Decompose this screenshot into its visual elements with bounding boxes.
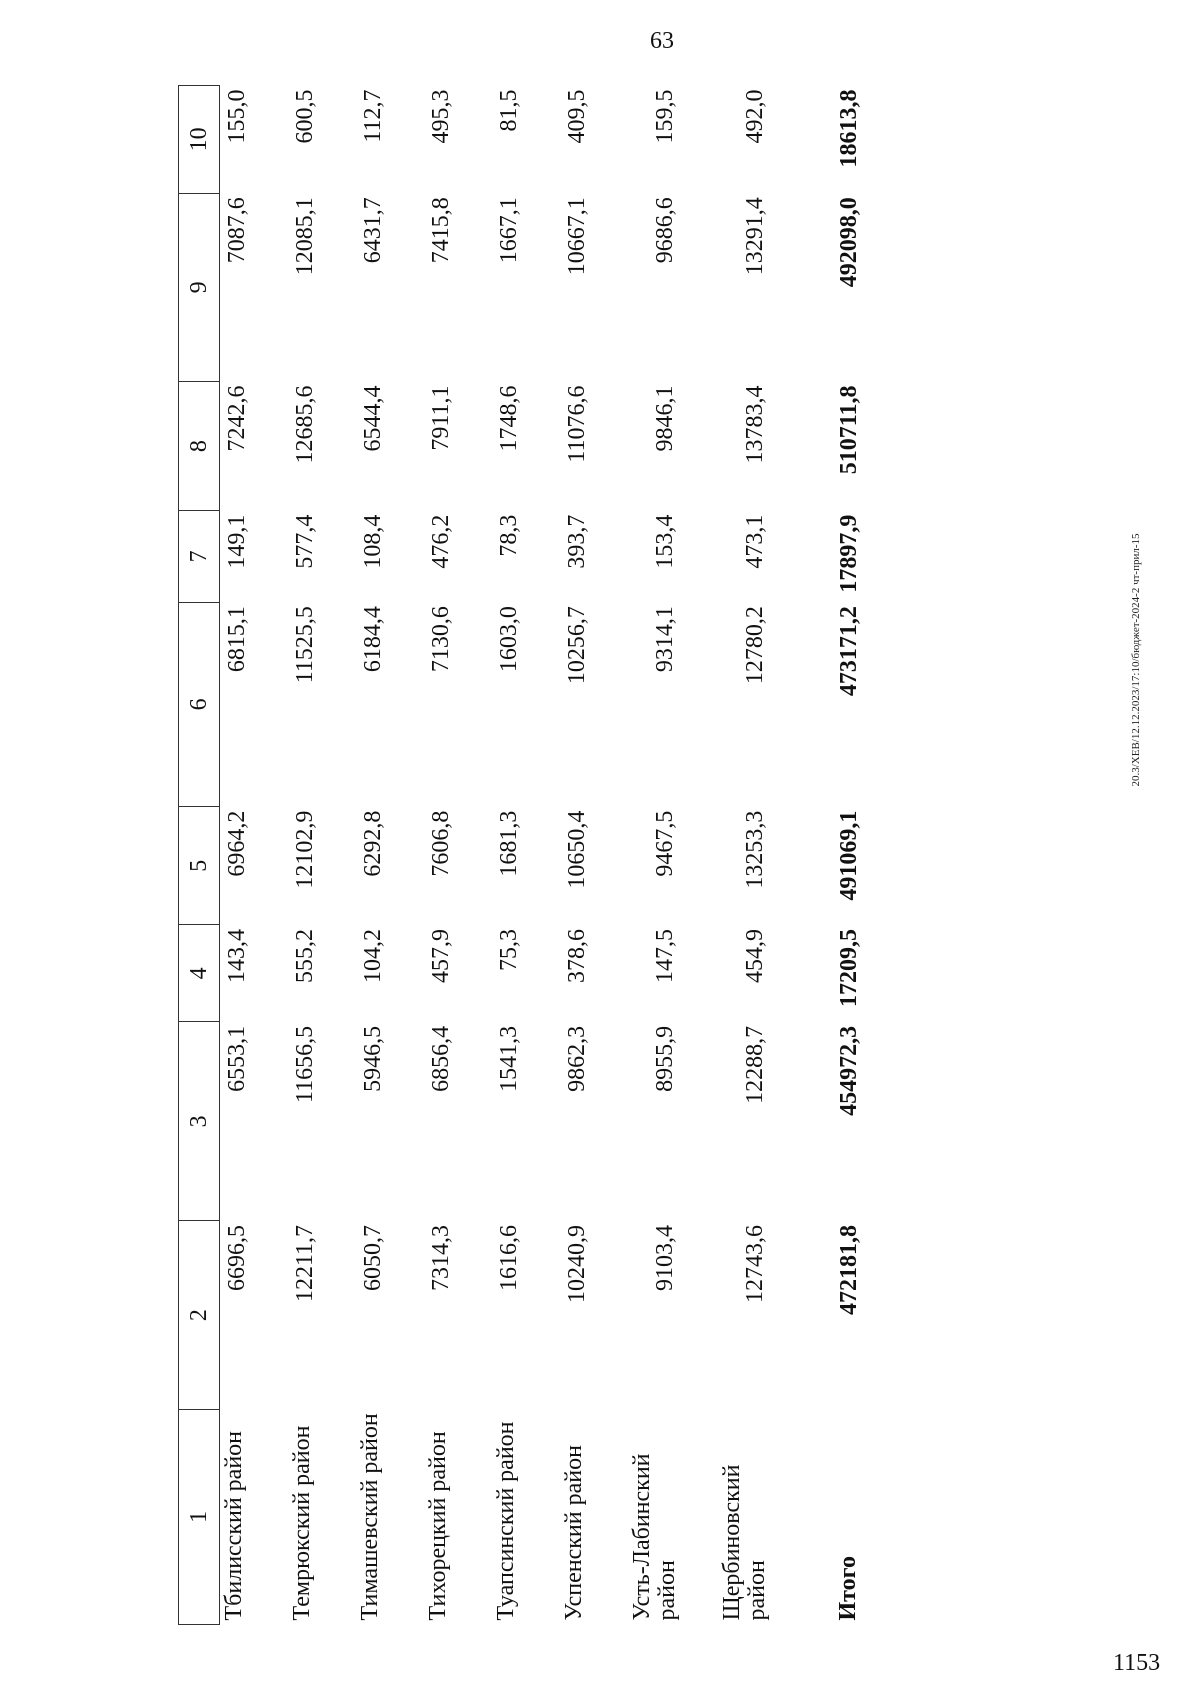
table-cell: 13253,3	[741, 810, 768, 889]
table-cell: 9686,6	[651, 197, 678, 264]
column-header: 1	[179, 1409, 220, 1624]
total-row	[808, 86, 888, 1625]
table-row	[356, 86, 424, 1625]
table-row	[492, 86, 560, 1625]
table-cell: 6553,1	[224, 1025, 250, 1092]
total-cell: 510711,8	[835, 385, 862, 475]
total-cell: 492098,0	[835, 197, 862, 288]
table-cell: 12780,2	[741, 606, 768, 685]
table-cell: 12743,6	[741, 1224, 768, 1303]
table-cell: 12288,7	[741, 1025, 768, 1104]
table-cell: 11525,5	[291, 606, 318, 684]
table-cell: 9862,3	[563, 1025, 590, 1092]
table-cell: 454,9	[741, 928, 768, 983]
table-row	[560, 86, 628, 1625]
table-cell: 12211,7	[291, 1224, 318, 1303]
table-cell: 7606,8	[427, 810, 454, 877]
table-cell: 1616,6	[495, 1224, 522, 1291]
table-cell: 8955,9	[651, 1025, 678, 1092]
district-name: Темрюкский район	[288, 1425, 315, 1621]
table-cell: 457,9	[427, 928, 454, 983]
table-cell: 10650,4	[563, 810, 590, 889]
table-row	[220, 86, 288, 1625]
table-cell: 159,5	[651, 89, 678, 144]
column-header: 7	[179, 511, 220, 602]
table-cell: 7415,8	[427, 197, 454, 264]
column-header: 3	[179, 1022, 220, 1221]
table-cell: 1681,3	[495, 810, 522, 877]
table-cell: 409,5	[563, 89, 590, 144]
table-cell: 11656,5	[291, 1025, 318, 1103]
table-cell: 577,4	[291, 514, 318, 569]
table-cell: 9103,4	[651, 1224, 678, 1291]
table-cell: 6050,7	[359, 1224, 386, 1291]
table-cell: 473,1	[741, 514, 768, 569]
table-cell: 492,0	[741, 89, 768, 144]
table-cell: 6696,5	[224, 1224, 250, 1291]
table-cell: 153,4	[651, 514, 678, 569]
total-cell: 491069,1	[835, 810, 862, 901]
table-cell: 10667,1	[563, 197, 590, 276]
table-cell: 1541,3	[495, 1025, 522, 1092]
total-cell: 473171,2	[835, 606, 862, 697]
table-cell: 9846,1	[651, 385, 678, 452]
table-cell: 600,5	[291, 89, 318, 144]
table-cell: 9314,1	[651, 606, 678, 673]
table-cell: 6184,4	[359, 606, 386, 673]
table-cell: 10240,9	[563, 1224, 590, 1303]
table-cell: 108,4	[359, 514, 386, 569]
table-cell: 11076,6	[563, 385, 590, 463]
table-cell: 7130,6	[427, 606, 454, 673]
column-header: 9	[179, 193, 220, 381]
table-cell: 6292,8	[359, 810, 386, 877]
table-cell: 378,6	[563, 928, 590, 983]
district-name: Щербиновский район	[718, 1464, 770, 1621]
table-cell: 393,7	[563, 514, 590, 569]
table-cell: 147,5	[651, 928, 678, 983]
district-name: Усть-Лабинский район	[628, 1453, 680, 1621]
table-cell: 6964,2	[224, 810, 250, 877]
column-header: 2	[179, 1221, 220, 1409]
table-cell: 7314,3	[427, 1224, 454, 1291]
table-cell: 155,0	[224, 89, 250, 144]
column-header: 6	[179, 602, 220, 806]
table-cell: 7242,6	[224, 385, 250, 452]
column-header: 10	[179, 86, 220, 194]
table-cell: 6431,7	[359, 197, 386, 264]
document-side-code: 20.3/XEB/12.12.2023/17:10/бюджет-2024-2 чт-прил-15	[1130, 533, 1142, 787]
table-cell: 112,7	[359, 89, 386, 143]
table-cell: 1667,1	[495, 197, 522, 264]
district-name: Успенский район	[560, 1445, 587, 1621]
column-header: 8	[179, 382, 220, 511]
district-name: Тихорецкий район	[424, 1431, 451, 1621]
table-cell: 75,3	[495, 928, 522, 971]
table-cell: 12085,1	[291, 197, 318, 276]
table-cell: 12102,9	[291, 810, 318, 889]
table-row	[628, 86, 718, 1625]
table-cell: 6815,1	[224, 606, 250, 673]
table-cell: 13291,4	[741, 197, 768, 276]
table-cell: 7911,1	[427, 385, 454, 451]
total-cell: 17897,9	[835, 514, 862, 593]
header-row	[179, 86, 220, 1625]
table-cell: 9467,5	[651, 810, 678, 877]
district-name: Тбилисский район	[221, 1430, 247, 1621]
page-number: 63	[650, 28, 674, 54]
table-cell: 7087,6	[224, 197, 250, 264]
table-row	[718, 86, 808, 1625]
folio-number: 1153	[1113, 1650, 1161, 1676]
total-cell: 454972,3	[835, 1025, 862, 1116]
budget-table-container	[178, 85, 862, 1625]
table-cell: 78,3	[495, 514, 522, 557]
table-cell: 495,3	[427, 89, 454, 144]
table-cell: 6544,4	[359, 385, 386, 452]
table-row	[424, 86, 492, 1625]
table-cell: 1603,0	[495, 606, 522, 673]
table-cell: 6856,4	[427, 1025, 454, 1092]
total-label: Итого	[834, 1556, 861, 1621]
table-cell: 555,2	[291, 928, 318, 983]
table-cell: 104,2	[359, 928, 386, 983]
table-cell: 81,5	[495, 89, 522, 132]
district-name: Туапсинский район	[492, 1421, 519, 1621]
table-cell: 5946,5	[359, 1025, 386, 1092]
column-header: 5	[179, 807, 220, 925]
rotated-table	[178, 85, 862, 1625]
table-cell: 1748,6	[495, 385, 522, 452]
table-row	[288, 86, 356, 1625]
total-cell: 17209,5	[835, 928, 862, 1007]
table-cell: 476,2	[427, 514, 454, 569]
total-cell: 18613,8	[835, 89, 862, 168]
total-cell: 472181,8	[835, 1224, 862, 1315]
column-header: 4	[179, 925, 220, 1022]
district-budget-table	[178, 85, 888, 1625]
table-cell: 10256,7	[563, 606, 590, 685]
table-cell: 143,4	[224, 928, 250, 983]
table-cell: 12685,6	[291, 385, 318, 464]
table-cell: 149,1	[224, 514, 250, 569]
district-name: Тимашевский район	[356, 1413, 383, 1621]
table-cell: 13783,4	[741, 385, 768, 464]
